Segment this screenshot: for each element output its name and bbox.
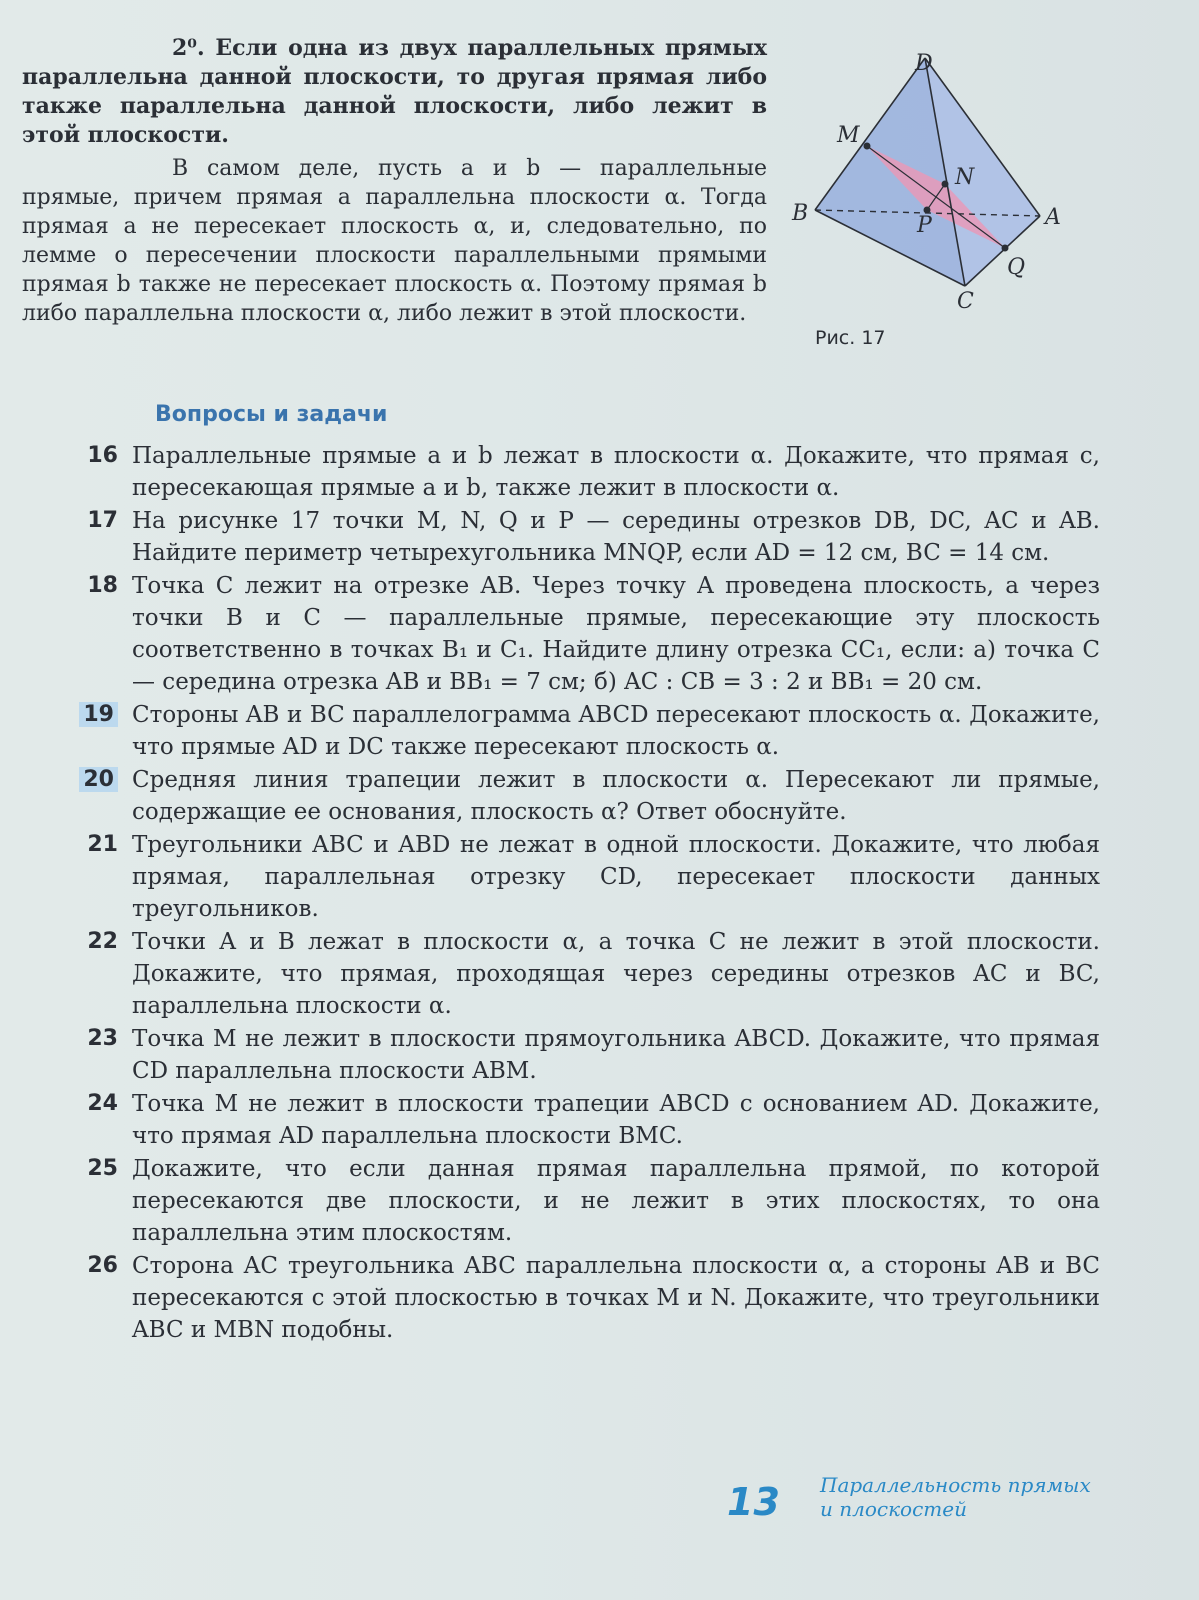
problem-item [60, 505, 1100, 569]
problem-number [60, 1153, 132, 1249]
problem-item [60, 829, 1100, 925]
problem-text: На рисунке 17 точки M, N, Q и P — середины отрезков DB, DC, AC и AB. Найдите периметр четырехугольника MNQP, если AD = 12 см, BC = 14 см. [132, 508, 1100, 566]
problem-number [60, 1023, 132, 1087]
problem-number-label: 26 [87, 1253, 118, 1278]
chapter-title-line-2: и плоскостей [820, 1497, 967, 1521]
problem-number-label: 25 [87, 1156, 118, 1181]
point-m [864, 143, 871, 150]
label-n: N [955, 165, 975, 190]
figure-caption: Рис. 17 [815, 327, 886, 349]
problem-list [60, 440, 1100, 1347]
theorem-proof: В самом деле, пусть a и b — параллельные прямые, причем прямая a параллельна плоскости α. Тогда прямая a не пересекает плоскость α, и, следовательно, по лемме о пересечении плоскости параллельными прямыми прямая b также не пересекает плоскость α. Поэтому прямая b либо параллельна плоскости α, либо лежит в этой плоскости. [22, 156, 767, 326]
problem-number [60, 829, 132, 925]
problem-text: Параллельные прямые a и b лежат в плоскости α. Докажите, что прямая c, пересекающая прямые a и b, также лежит в плоскости α. [132, 443, 1100, 501]
label-d: D [915, 51, 933, 76]
problem-number-label: 23 [87, 1026, 118, 1051]
label-p: P [917, 213, 932, 238]
problem-number [60, 570, 132, 698]
problem-number [60, 505, 132, 569]
problem-item [60, 699, 1100, 763]
problem-item [60, 1250, 1100, 1346]
problem-number [60, 1250, 132, 1346]
theorem-block [22, 34, 767, 328]
problem-number [60, 440, 132, 504]
point-n [942, 181, 949, 188]
problem-text: Сторона AC треугольника ABC параллельна плоскости α, а стороны AB и BC пересекаются с этой плоскостью в точках M и N. Докажите, что треугольники ABC и MBN подобны. [132, 1253, 1100, 1343]
problem-number-label: 18 [87, 573, 118, 598]
chapter-title-line-1: Параллельность прямых [820, 1473, 1091, 1497]
label-a: A [1045, 205, 1061, 230]
problem-text: Докажите, что если данная прямая параллельна прямой, по которой пересекаются две плоскости, и не лежит в этих плоскостях, то она параллельна этим плоскостям. [132, 1156, 1100, 1246]
section-title: Вопросы и задачи [155, 402, 388, 427]
problem-number [60, 926, 132, 1022]
problem-text: Точки A и B лежат в плоскости α, а точка C не лежит в этой плоскости. Докажите, что прямая, проходящая через середины отрезков AC и BC, параллельна плоскости α. [132, 929, 1100, 1019]
page-number: 13 [727, 1480, 780, 1524]
problem-number [60, 699, 132, 763]
problem-text: Треугольники ABC и ABD не лежат в одной плоскости. Докажите, что любая прямая, параллельная отрезку CD, пересекает плоскости данных треугольников. [132, 832, 1100, 922]
problem-item [60, 1023, 1100, 1087]
problem-item [60, 1088, 1100, 1152]
problem-text: Стороны AB и BC параллелограмма ABCD пересекают плоскость α. Докажите, что прямые AD и DC также пересекают плоскость α. [132, 702, 1100, 760]
label-c: C [957, 289, 974, 314]
problem-number-label: 17 [87, 508, 118, 533]
problem-item [60, 764, 1100, 828]
problem-number-label: 21 [87, 832, 118, 857]
problem-text: Точка M не лежит в плоскости трапеции ABCD с основанием AD. Докажите, что прямая AD параллельна плоскости BMC. [132, 1091, 1100, 1149]
figure-17-tetrahedron [792, 48, 1095, 368]
problem-number-label: 24 [87, 1091, 118, 1116]
problem-item [60, 1153, 1100, 1249]
problem-number-label: 16 [87, 443, 118, 468]
problem-number [60, 1088, 132, 1152]
chapter-title [820, 1473, 1120, 1521]
problem-text: Средняя линия трапеции лежит в плоскости α. Пересекают ли прямые, содержащие ее основания, плоскость α? Ответ обоснуйте. [132, 767, 1100, 825]
problem-number [60, 764, 132, 828]
label-q: Q [1007, 255, 1026, 280]
problem-item [60, 926, 1100, 1022]
label-b: B [792, 201, 809, 226]
theorem-statement: 2⁰. Если одна из двух параллельных прямых параллельна данной плоскости, то другая прямая либо также параллельна данной плоскости, либо лежит в этой плоскости. [22, 35, 767, 148]
point-q [1002, 245, 1009, 252]
problem-number-label: 19 [79, 702, 118, 727]
label-m: M [837, 123, 860, 148]
problem-number-label: 22 [87, 929, 118, 954]
problem-number-label: 20 [79, 767, 118, 792]
problem-text: Точка C лежит на отрезке AB. Через точку A проведена плоскость, а через точки B и C — параллельные прямые, пересекающие эту плоскость соответственно в точках B₁ и C₁. Найдите длину отрезка CC₁, если: а) точка C — середина отрезка AB и BB₁ = 7 см; б) AC : CB = 3 : 2 и BB₁ = 20 см. [132, 573, 1100, 695]
problem-text: Точка M не лежит в плоскости прямоугольника ABCD. Докажите, что прямая CD параллельна плоскости ABM. [132, 1026, 1100, 1084]
problem-item [60, 570, 1100, 698]
problem-item [60, 440, 1100, 504]
